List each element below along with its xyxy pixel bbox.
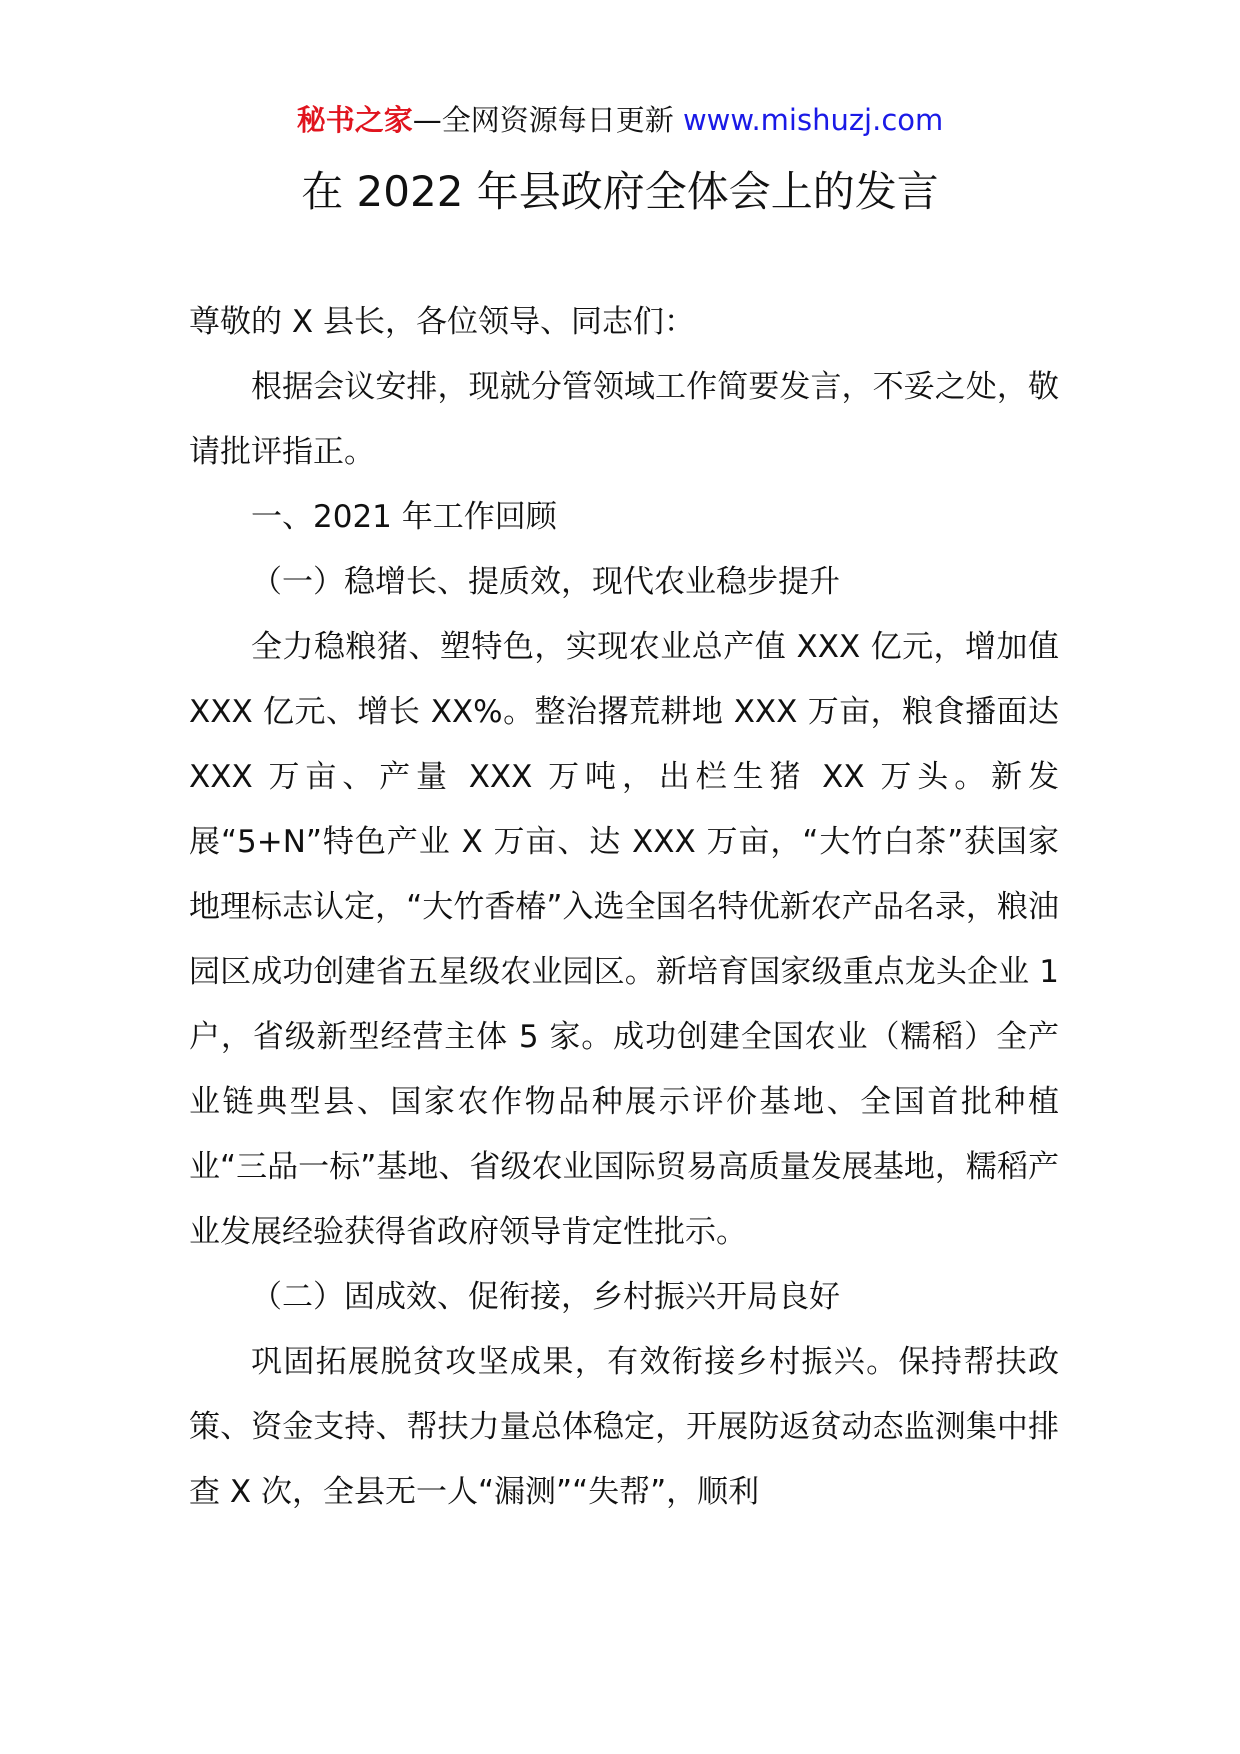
watermark-header (0, 100, 1240, 140)
subsection-heading-1: （一）稳增长、提质效，现代农业稳步提升 (251, 564, 840, 600)
subsection-heading-2: （二）固成效、促衔接，乡村振兴开局良好 (251, 1279, 840, 1315)
brand-name: 秘书之家 (296, 103, 413, 137)
paragraph-rural-revitalization: 巩固拓展脱贫攻坚成果，有效衔接乡村振兴。保持帮扶政策、资金支持、帮扶力量总体稳定，开展防返贫动态监测集中排查 X 次，全县无一人“漏测”“失帮”，顺利 (189, 1344, 1059, 1510)
section-heading: 一、2021 年工作回顾 (251, 499, 557, 535)
header-url[interactable]: www.mishuzj.com (682, 103, 944, 137)
paragraph-agriculture: 全力稳粮猪、塑特色，实现农业总产值 XXX 亿元，增加值 XXX 亿元、增长 XX%。整治撂荒耕地 XXX 万亩，粮食播面达 XXX 万亩、产量 XXX 万吨，出栏生猪 XX 万头。新发展“5+N”特色产业 X 万亩、达 XXX 万亩，“大竹白茶”获国家地理标志认定，“大竹香椿”入选全国名特优新农产品名录，粮油园区成功创建省五星级农业园区。新培育国家级重点龙头企业 1 户，省级新型经营主体 5 家。成功创建全国农业（糯稻）全产业链典型县、国家农作物品种展示评价基地、全国首批种植业“三品一标”基地、省级农业国际贸易高质量发展基地，糯稻产业发展经验获得省政府领导肯定性批示。 (189, 629, 1059, 1250)
salutation: 尊敬的 X 县长，各位领导、同志们： (189, 304, 695, 340)
paragraph-intro: 根据会议安排，现就分管领域工作简要发言，不妥之处，敬请批评指正。 (189, 369, 1059, 470)
document-body (189, 290, 1059, 1525)
header-tagline: —全网资源每日更新 (412, 103, 674, 137)
document-title: 在 2022 年县政府全体会上的发言 (301, 167, 939, 216)
